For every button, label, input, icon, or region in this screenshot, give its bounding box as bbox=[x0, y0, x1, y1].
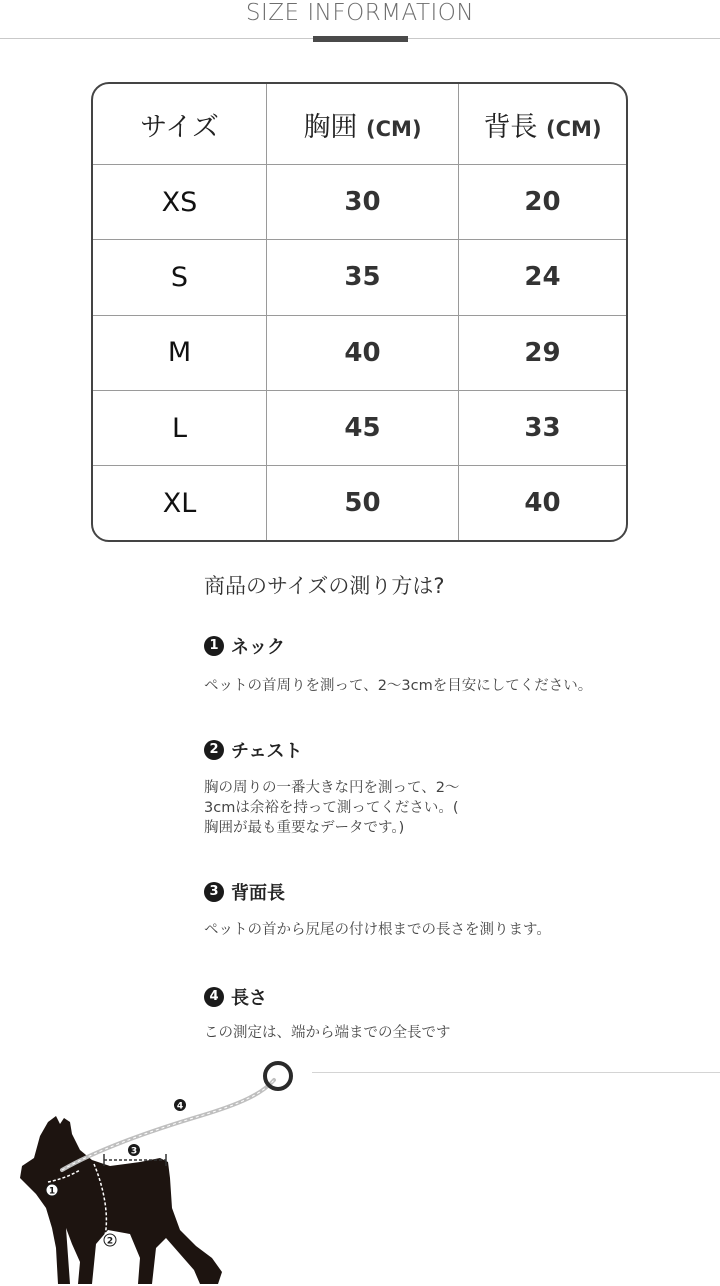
chest-cell: 45 bbox=[267, 390, 459, 465]
marker-3-icon bbox=[128, 1144, 140, 1157]
table-row bbox=[93, 165, 626, 240]
marker-2-icon bbox=[104, 1234, 116, 1247]
back-length-cell: 33 bbox=[459, 390, 627, 465]
svg-text:3: 3 bbox=[130, 1146, 138, 1157]
back-length-cell: 24 bbox=[459, 240, 627, 315]
svg-text:4: 4 bbox=[176, 1101, 184, 1112]
column-header-back-length: 背長 (CM) bbox=[459, 84, 627, 165]
size-cell: XS bbox=[93, 165, 267, 240]
howto-title: 商品のサイズの測り方は? bbox=[204, 574, 445, 598]
section-length-body: この測定は、端から端までの全長です bbox=[204, 1025, 451, 1041]
chest-cell: 35 bbox=[267, 240, 459, 315]
number-1-icon: 1 bbox=[204, 636, 224, 656]
marker-1-icon bbox=[46, 1184, 58, 1197]
marker-4-icon bbox=[174, 1099, 186, 1112]
table-row bbox=[93, 315, 626, 390]
section-chest-heading bbox=[204, 737, 302, 763]
back-length-cell: 29 bbox=[459, 315, 627, 390]
section-heading-text: ネック bbox=[231, 637, 285, 658]
section-neck-heading bbox=[204, 633, 285, 659]
dog-measurement-icon bbox=[0, 1058, 320, 1286]
section-heading-text: 長さ bbox=[231, 988, 267, 1009]
size-cell: XL bbox=[93, 466, 267, 540]
chest-cell: 50 bbox=[267, 466, 459, 540]
section-neck-body: ペットの首周りを測って、2〜3cmを目安にしてください。 bbox=[204, 678, 593, 694]
table-header-row bbox=[93, 84, 626, 165]
leash-path bbox=[62, 1080, 274, 1170]
size-table bbox=[91, 82, 628, 542]
section-heading-text: 背面長 bbox=[231, 883, 285, 904]
leash-loop bbox=[265, 1063, 291, 1089]
number-3-icon: 3 bbox=[204, 882, 224, 902]
number-4-icon: 4 bbox=[204, 987, 224, 1007]
table-row bbox=[93, 466, 626, 540]
chest-cell: 30 bbox=[267, 165, 459, 240]
svg-text:1: 1 bbox=[48, 1186, 56, 1197]
section-back-length-heading bbox=[204, 879, 285, 905]
column-header-size: サイズ bbox=[93, 84, 267, 165]
number-2-icon: 2 bbox=[204, 740, 224, 760]
section-length-heading bbox=[204, 984, 267, 1010]
page-title: SIZE INFORMATION bbox=[245, 0, 475, 26]
size-cell: M bbox=[93, 315, 267, 390]
size-cell: S bbox=[93, 240, 267, 315]
chest-cell: 40 bbox=[267, 315, 459, 390]
back-length-cell: 40 bbox=[459, 466, 627, 540]
back-length-cell: 20 bbox=[459, 165, 627, 240]
section-chest-body: 胸の周りの一番大きな円を測って、2〜 3cmは余裕を持って測ってください。( 胸囲が最も重要なデータです。) bbox=[204, 780, 460, 836]
section-back-length-body: ペットの首から尻尾の付け根までの長さを測ります。 bbox=[204, 922, 551, 938]
header-accent-bar bbox=[313, 36, 408, 42]
section-divider bbox=[312, 1072, 720, 1073]
size-cell: L bbox=[93, 390, 267, 465]
table-row bbox=[93, 240, 626, 315]
section-heading-text: チェスト bbox=[231, 741, 303, 762]
column-header-chest: 胸囲 (CM) bbox=[267, 84, 459, 165]
svg-text:2: 2 bbox=[106, 1236, 114, 1247]
table-row bbox=[93, 390, 626, 465]
